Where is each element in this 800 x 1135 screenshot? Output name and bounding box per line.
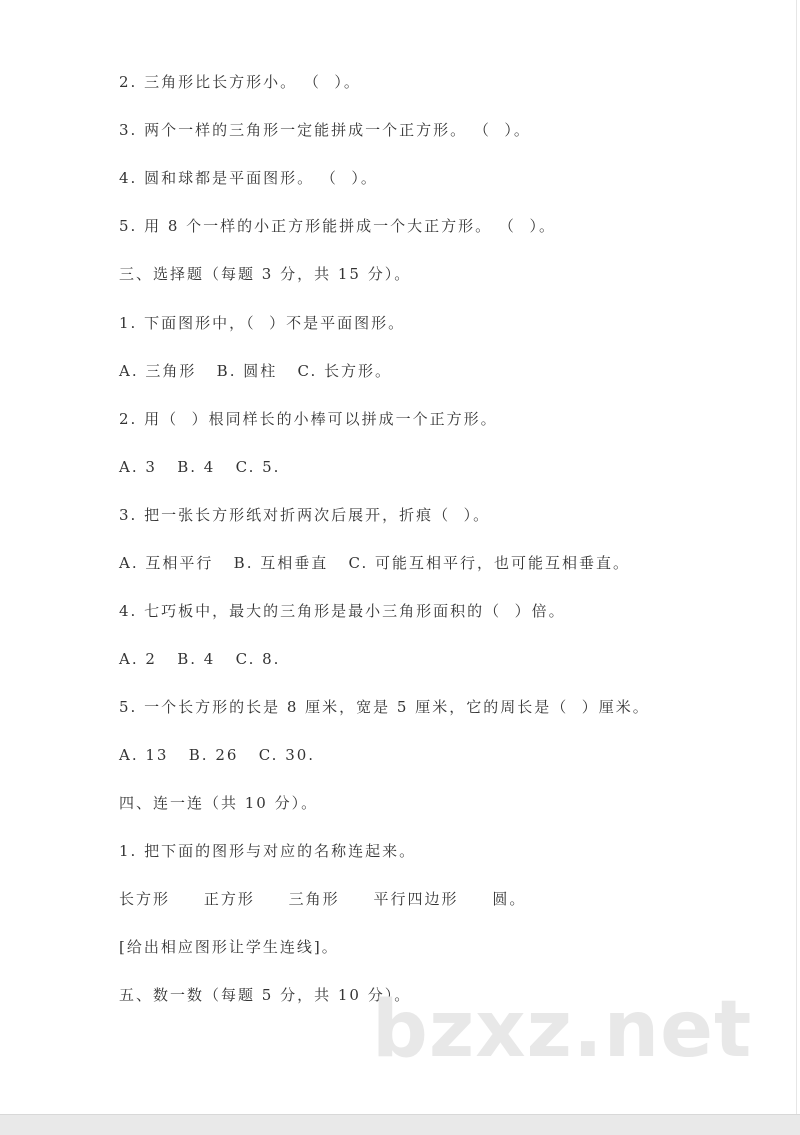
section-heading-3: 三、选择题（每题 3 分，共 15 分）。 xyxy=(119,265,412,283)
page-bottom-edge xyxy=(0,1114,800,1135)
question-3: 3. 把一张长方形纸对折两次后展开，折痕（ ）。 xyxy=(119,506,491,524)
section-heading-4: 四、连一连（共 10 分）。 xyxy=(119,794,319,812)
question-1: 1. 下面图形中，（ ）不是平面图形。 xyxy=(119,314,406,332)
question-5-options: A. 13 B. 26 C. 30. xyxy=(119,746,316,764)
question-3-options: A. 互相平行 B. 互相垂直 C. 可能互相平行，也可能互相垂直。 xyxy=(119,554,631,572)
matching-question-1: 1. 把下面的图形与对应的名称连起来。 xyxy=(119,842,417,860)
question-4-options: A. 2 B. 4 C. 8. xyxy=(119,650,281,668)
matching-note: [给出相应图形让学生连线]。 xyxy=(119,938,339,956)
statement-2: 2. 三角形比长方形小。 （ ）。 xyxy=(119,73,361,91)
section-heading-5: 五、数一数（每题 5 分，共 10 分）。 xyxy=(119,986,412,1004)
question-2-options: A. 3 B. 4 C. 5. xyxy=(119,458,281,476)
question-1-options: A. 三角形 B. 圆柱 C. 长方形。 xyxy=(119,362,393,380)
question-5: 5. 一个长方形的长是 8 厘米，宽是 5 厘米，它的周长是（ ）厘米。 xyxy=(119,698,650,716)
question-4: 4. 七巧板中，最大的三角形是最小三角形面积的（ ）倍。 xyxy=(119,602,566,620)
statement-4: 4. 圆和球都是平面图形。 （ ）。 xyxy=(119,169,378,187)
statement-5: 5. 用 8 个一样的小正方形能拼成一个大正方形。 （ ）。 xyxy=(119,217,556,235)
watermark: bzxz.net xyxy=(372,985,753,1075)
question-2: 2. 用（ ）根同样长的小棒可以拼成一个正方形。 xyxy=(119,410,498,428)
statement-3: 3. 两个一样的三角形一定能拼成一个正方形。 （ ）。 xyxy=(119,121,531,139)
matching-shape-names: 长方形 正方形 三角形 平行四边形 圆。 xyxy=(119,890,527,908)
